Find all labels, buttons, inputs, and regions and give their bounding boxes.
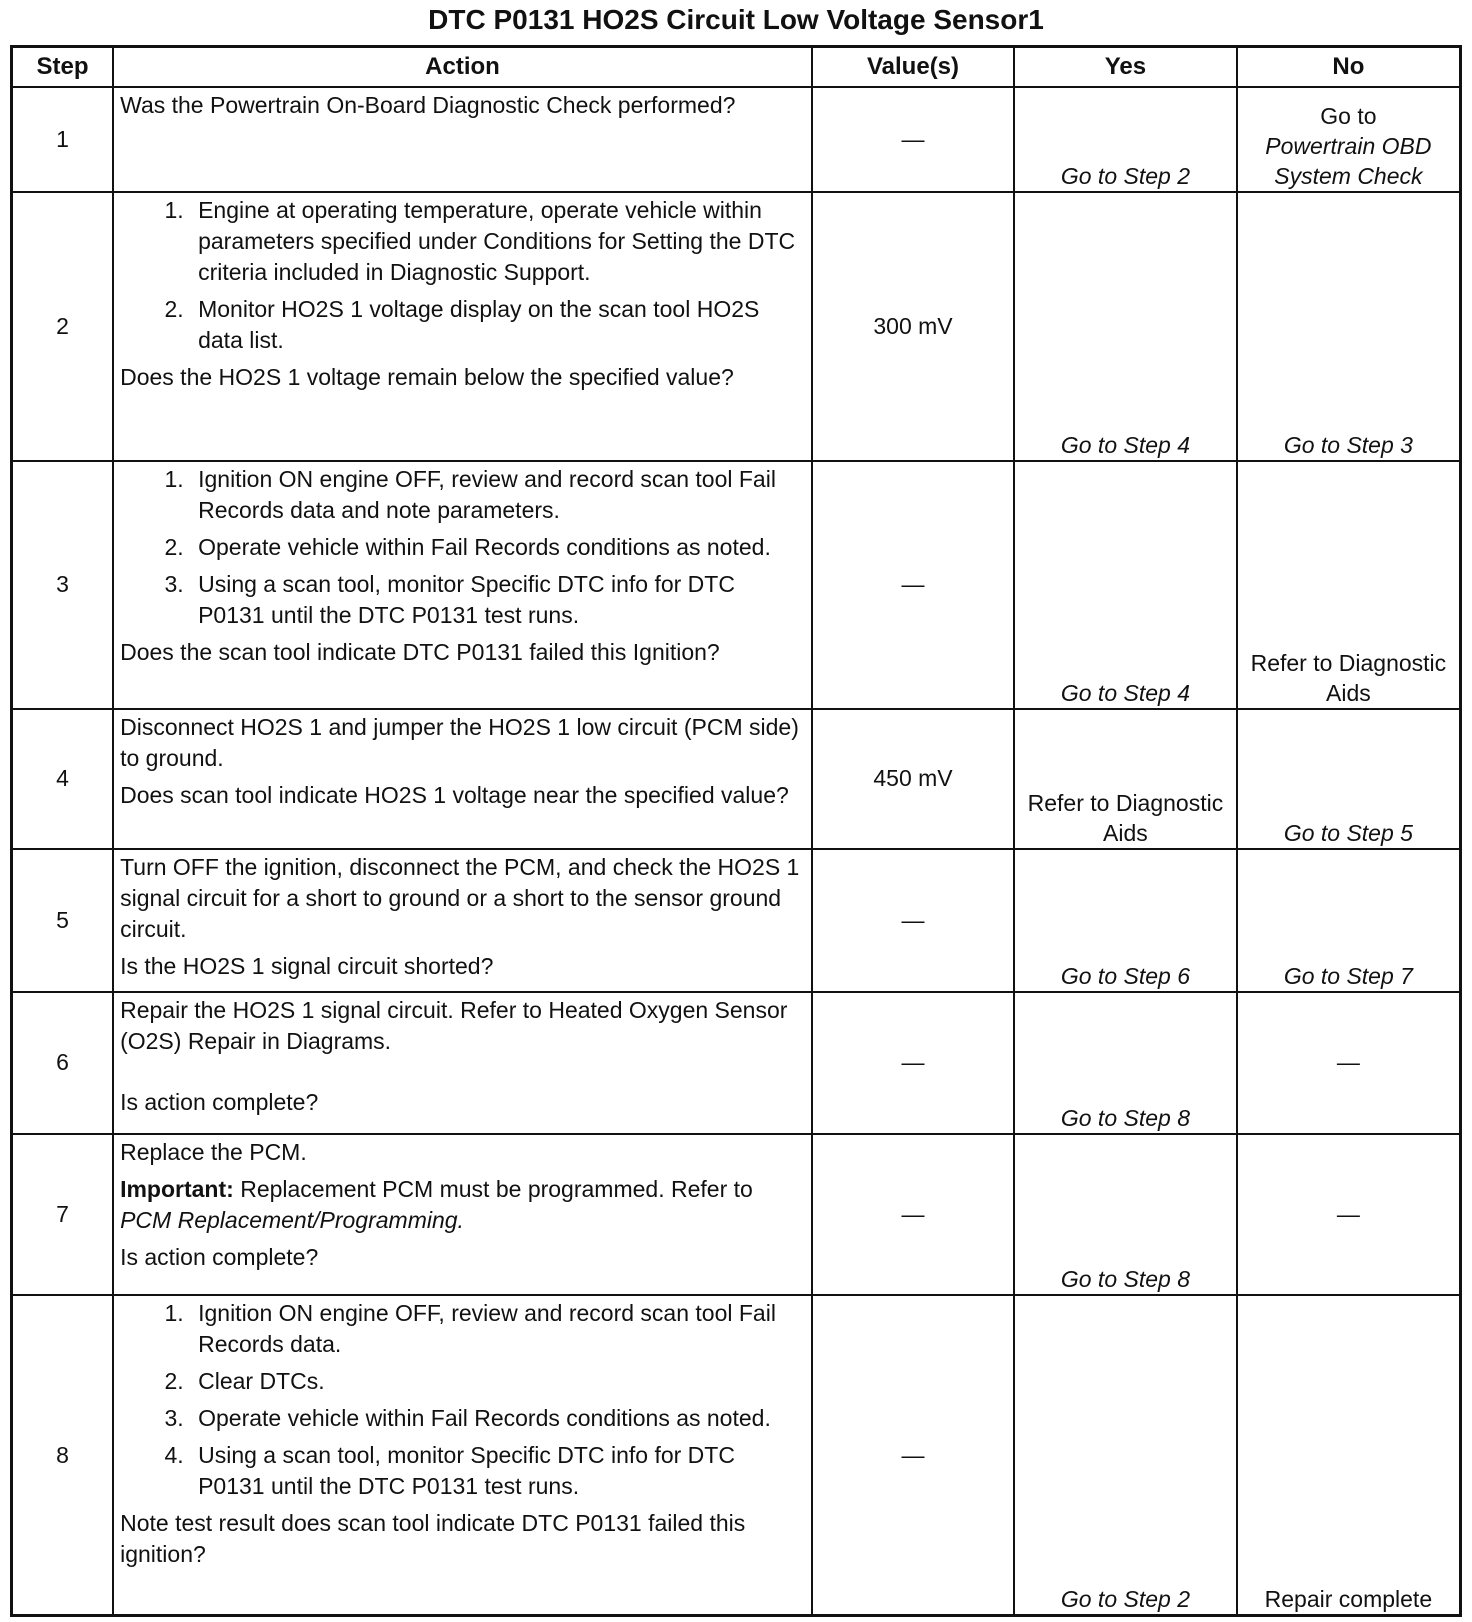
action-item: 1. Ignition ON engine OFF, review and record scan tool Fail Records data and note parameters.: [190, 464, 805, 526]
action-text: Disconnect HO2S 1 and jumper the HO2S 1 low circuit (PCM side) to ground.: [120, 713, 799, 771]
action-item: 1. Engine at operating temperature, operate vehicle within parameters specified under Conditions for Setting the DTC criteria included in Diagnostic Support.: [190, 195, 805, 288]
header-no: No: [1237, 47, 1461, 88]
diagnostic-table: [10, 45, 1462, 1617]
table-row: [12, 709, 1461, 849]
step-number: 4: [12, 709, 114, 849]
yes-link[interactable]: Go to Step 2: [1060, 163, 1190, 190]
action-item: 1. Ignition ON engine OFF, review and record scan tool Fail Records data.: [190, 1298, 805, 1360]
no-link[interactable]: Refer to Diagnostic Aids: [1250, 649, 1447, 706]
yes-link[interactable]: Go to Step 8: [1060, 1266, 1190, 1293]
table-row: [12, 192, 1461, 461]
action-text: Was the Powertrain On-Board Diagnostic Check performed?: [120, 92, 736, 118]
yes-cell: [1014, 192, 1237, 461]
yes-cell: [1014, 461, 1237, 709]
action-item: 3. Operate vehicle within Fail Records conditions as noted.: [190, 1403, 805, 1434]
action-question: Is action complete?: [120, 1088, 319, 1115]
table-row: [12, 1295, 1461, 1615]
value-cell: —: [812, 1134, 1014, 1295]
yes-cell: [1014, 1134, 1237, 1295]
important-label: Important:: [120, 1176, 234, 1203]
table-row: [12, 87, 1461, 192]
yes-cell: [1014, 1295, 1237, 1615]
table-row: [12, 849, 1461, 992]
no-link[interactable]: Powertrain OBD System Check: [1265, 133, 1432, 190]
no-cell: —: [1237, 992, 1461, 1135]
yes-cell: [1014, 87, 1237, 192]
table-row: [12, 992, 1461, 1135]
no-cell: [1237, 87, 1461, 192]
value-cell: —: [812, 87, 1014, 192]
no-cell: [1237, 709, 1461, 849]
value-cell: —: [812, 992, 1014, 1135]
yes-link[interactable]: Go to Step 4: [1060, 431, 1190, 458]
page-title: DTC P0131 HO2S Circuit Low Voltage Sensor1: [428, 4, 1044, 35]
no-cell: [1237, 849, 1461, 992]
header-step: Step: [12, 47, 114, 88]
action-text: Replace the PCM.: [120, 1139, 307, 1166]
no-text: Repair complete: [1264, 1586, 1433, 1612]
no-link[interactable]: Go to Step 3: [1283, 431, 1413, 458]
no-cell: [1237, 1295, 1461, 1615]
yes-cell: [1014, 992, 1237, 1135]
step-number: 6: [12, 992, 114, 1135]
action-question: Does scan tool indicate HO2S 1 voltage near the specified value?: [120, 781, 789, 808]
action-item: 3. Using a scan tool, monitor Specific DTC info for DTC P0131 until the DTC P0131 test runs.: [190, 569, 805, 631]
yes-link[interactable]: Go to Step 4: [1060, 679, 1190, 706]
important-ref-link[interactable]: PCM Replacement/Programming.: [120, 1207, 464, 1234]
step-number: 3: [12, 461, 114, 709]
action-question: Is action complete?: [120, 1244, 319, 1271]
action-question: Does the HO2S 1 voltage remain below the specified value?: [120, 364, 734, 391]
value-cell: —: [812, 849, 1014, 992]
header-values: Value(s): [812, 47, 1014, 88]
action-cell: [113, 992, 812, 1135]
action-question: Note test result does scan tool indicate DTC P0131 failed this ignition?: [120, 1510, 746, 1568]
action-cell: [113, 849, 812, 992]
header-action: Action: [113, 47, 812, 88]
important-note: [120, 1174, 805, 1236]
yes-cell: [1014, 709, 1237, 849]
action-item: 2. Clear DTCs.: [190, 1366, 805, 1397]
action-text: Turn OFF the ignition, disconnect the PCM, and check the HO2S 1 signal circuit for a short to ground or a short to the sensor ground circuit.: [120, 854, 800, 943]
yes-link[interactable]: Refer to Diagnostic Aids: [1027, 790, 1224, 847]
no-link[interactable]: Go to Step 5: [1283, 820, 1413, 847]
important-text: Replacement PCM must be programmed. Refer to: [240, 1176, 753, 1203]
step-number: 8: [12, 1295, 114, 1615]
no-cell: —: [1237, 1134, 1461, 1295]
table-row: [12, 461, 1461, 709]
table-row: [12, 1134, 1461, 1295]
header-row: [12, 47, 1461, 88]
value-cell: 300 mV: [812, 192, 1014, 461]
action-item: 2. Monitor HO2S 1 voltage display on the scan tool HO2S data list.: [190, 294, 805, 356]
action-cell: [113, 461, 812, 709]
yes-link[interactable]: Go to Step 6: [1060, 962, 1190, 989]
no-link[interactable]: Go to Step 7: [1283, 962, 1413, 989]
yes-cell: [1014, 849, 1237, 992]
action-question: Does the scan tool indicate DTC P0131 failed this Ignition?: [120, 638, 720, 665]
action-cell: [113, 87, 812, 192]
yes-link[interactable]: Go to Step 8: [1060, 1105, 1190, 1132]
action-cell: [113, 1295, 812, 1615]
value-cell: —: [812, 1295, 1014, 1615]
yes-link[interactable]: Go to Step 2: [1060, 1586, 1190, 1612]
action-item: 4. Using a scan tool, monitor Specific DTC info for DTC P0131 until the DTC P0131 test runs.: [190, 1440, 805, 1502]
action-text: Repair the HO2S 1 signal circuit. Refer to Heated Oxygen Sensor (O2S) Repair in Diagrams.: [120, 996, 788, 1054]
action-item: 2. Operate vehicle within Fail Records conditions as noted.: [190, 532, 805, 563]
value-cell: 450 mV: [812, 709, 1014, 849]
step-number: 1: [12, 87, 114, 192]
action-cell: [113, 1134, 812, 1295]
no-cell: [1237, 461, 1461, 709]
step-number: 2: [12, 192, 114, 461]
no-text: Go to: [1320, 103, 1377, 130]
value-cell: —: [812, 461, 1014, 709]
action-question: Is the HO2S 1 signal circuit shorted?: [120, 953, 494, 980]
step-number: 5: [12, 849, 114, 992]
no-cell: [1237, 192, 1461, 461]
header-yes: Yes: [1014, 47, 1237, 88]
action-cell: [113, 709, 812, 849]
step-number: 7: [12, 1134, 114, 1295]
action-cell: [113, 192, 812, 461]
